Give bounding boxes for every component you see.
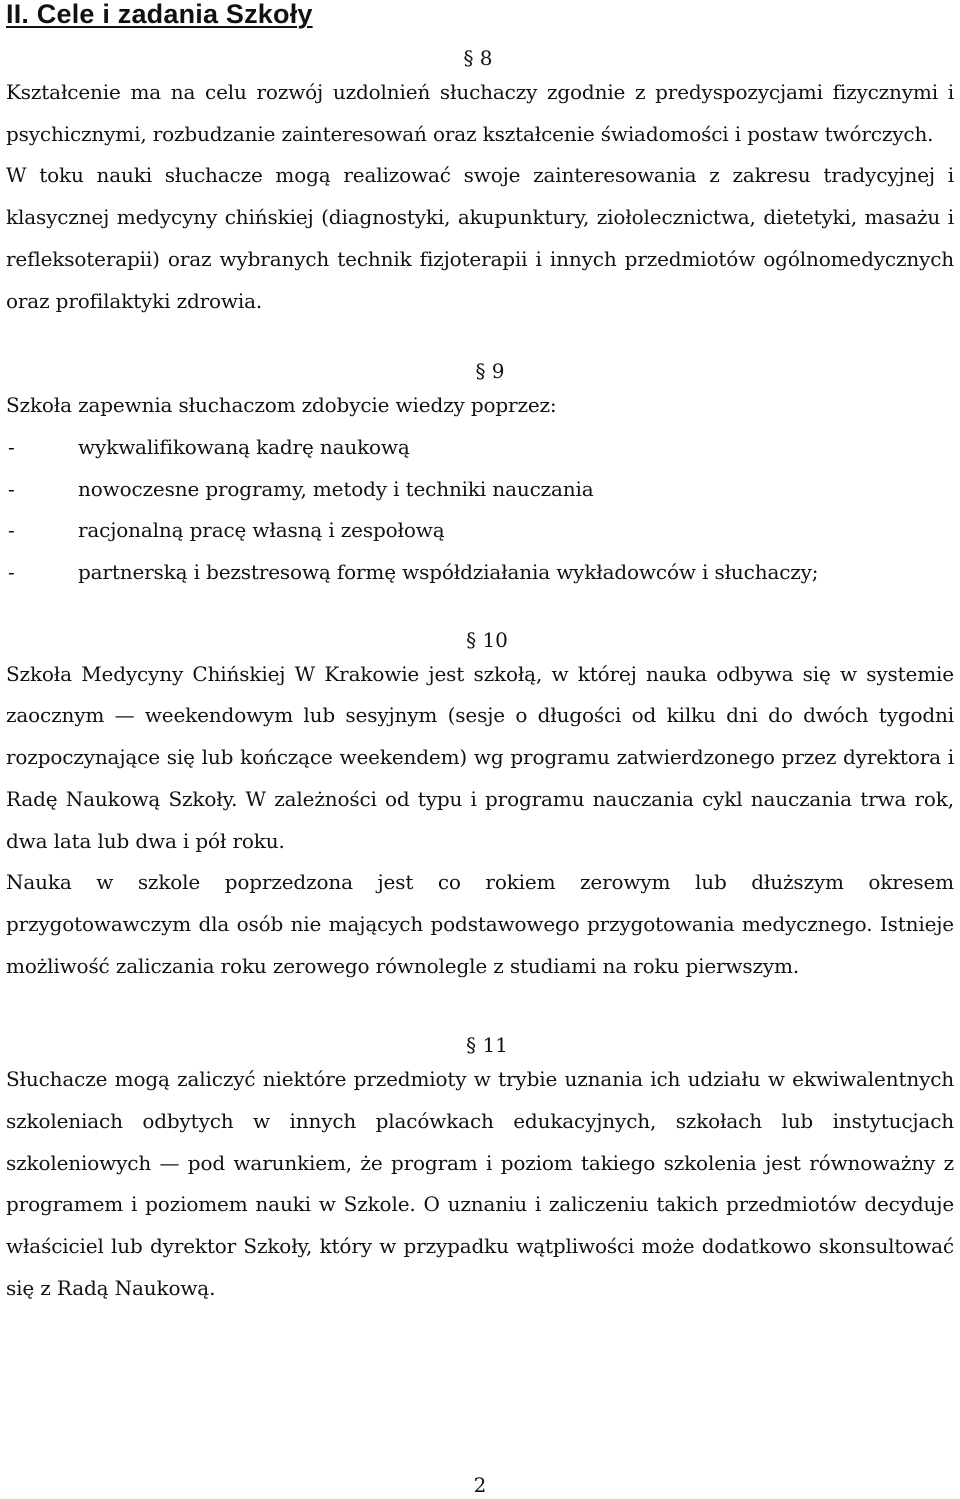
paragraph: W toku nauki słuchacze mogą realizować swoje zainteresowania z zakresu tradycyjnej i klasycznej medycyny chińskiej (diagnostyki, akupunktury, ziołolecznictwa, dietetyki, masażu i refleksoterapii) oraz wybranych technik fizjoterapii i innych przedmiotów ogólnomedycznych oraz profilaktyki zdrowia. — [6, 163, 954, 313]
section-mark: § 8 — [463, 46, 493, 70]
section-10 — [6, 626, 954, 988]
dash-marker: - — [8, 518, 15, 543]
list-item — [6, 552, 954, 594]
dash-marker: - — [8, 434, 15, 459]
list-item-text: partnerską i bezstresową formę współdziałania wykładowców i słuchaczy; — [78, 560, 819, 585]
dash-marker: - — [8, 476, 15, 501]
section-mark: § 9 — [475, 359, 505, 384]
list-item-text: nowoczesne programy, metody i techniki nauczania — [78, 476, 594, 501]
section-9 — [6, 357, 954, 594]
document-page — [6, 0, 954, 1310]
section-mark: § 10 — [466, 627, 508, 652]
section-11 — [6, 1031, 954, 1309]
list-item-text: wykwalifikowaną kadrę naukową — [78, 434, 410, 459]
page-number: 2 — [473, 1473, 487, 1497]
paragraph: Kształcenie ma na celu rozwój uzdolnień słuchaczy zgodnie z predyspozycjami fizycznymi i psychicznymi, rozbudzanie zainteresowań oraz kształcenie świadomości i postaw twórczych. — [6, 80, 954, 146]
paragraph: Nauka w szkole poprzedzona jest co rokiem zerowym lub dłuższym okresem przygotowawczym dla osób nie mających podstawowego przygotowania medycznego. Istnieje możliwość zaliczania roku zerowego równolegle z studiami na roku pierwszym. — [6, 870, 954, 978]
chapter-title: II. Cele i zadania Szkoły — [6, 0, 313, 29]
section-8 — [6, 44, 954, 322]
section-mark: § 11 — [466, 1033, 508, 1058]
dash-marker: - — [8, 560, 15, 585]
list-item-text: racjonalną pracę własną i zespołową — [78, 518, 445, 543]
list-item — [6, 469, 954, 511]
paragraph: Szkoła Medycyny Chińskiej W Krakowie jest szkołą, w której nauka odbywa się w systemie zaocznym — weekendowym lub sesyjnym (sesje o długości od kilku dni do dwóch tygodni rozpoczynające się lub kończące weekendem) wg programu zatwierdzonego przez dyrektora i Radę Naukową Szkoły. W zależności od typu i programu nauczania cykl nauczania trwa rok, dwa lata lub dwa i pół roku. — [6, 661, 954, 853]
list-item — [6, 427, 954, 469]
list-intro: Szkoła zapewnia słuchaczom zdobycie wiedzy poprzez: — [6, 393, 557, 418]
means-list — [6, 427, 954, 594]
list-item — [6, 510, 954, 552]
paragraph: Słuchacze mogą zaliczyć niektóre przedmioty w trybie uznania ich udziału w ekwiwalentnych szkoleniach odbytych w innych placówkach edukacyjnych, szkołach lub instytucjach szkoleniowych — pod warunkiem, że program i poziom takiego szkolenia jest równoważny z programem i poziomem nauki w Szkole. O uznaniu i zaliczeniu takich przedmiotów decyduje właściciel lub dyrektor Szkoły, który w przypadku wątpliwości może dodatkowo skonsultować się z Radą Naukową. — [6, 1067, 954, 1300]
